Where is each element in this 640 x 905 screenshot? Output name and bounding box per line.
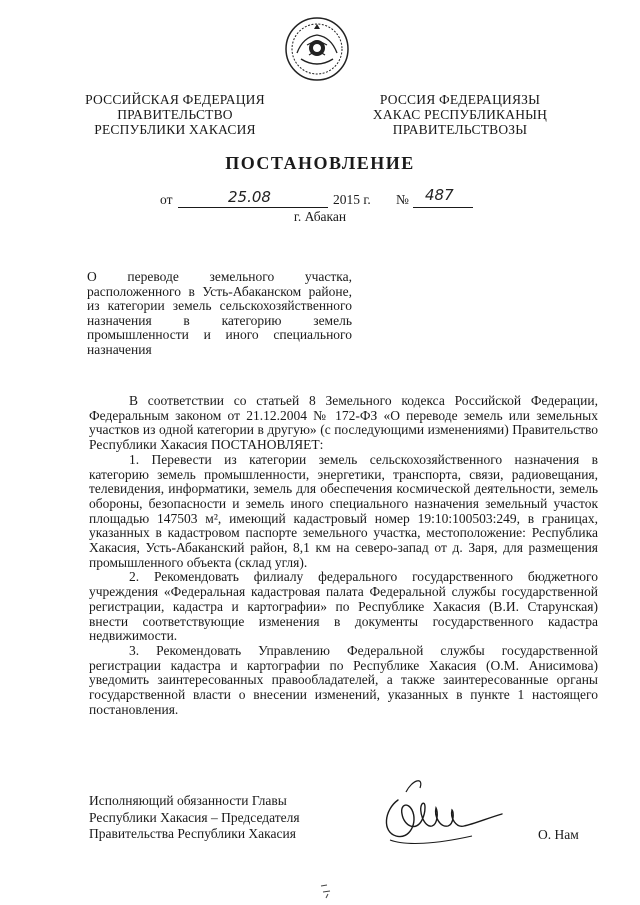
signatory-position-line: Правительства Республики Хакасия bbox=[89, 826, 296, 841]
signatory-position-line: Республики Хакасия – Председателя bbox=[89, 809, 300, 825]
signatory-position bbox=[89, 793, 300, 843]
header-left-line: ПРАВИТЕЛЬСТВО bbox=[117, 107, 233, 122]
date-handwritten: 25.08 bbox=[228, 188, 271, 206]
date-year: 2015 г. bbox=[333, 192, 371, 207]
subject-block: О переводе земельного участка, расположенного в Усть-Абаканском районе, из категории земель сельскохозяйственного назначения в категорию земель промышленности и иного специального назначения bbox=[87, 269, 352, 357]
signatory-name: О. Нам bbox=[538, 827, 579, 842]
clause-paragraph: 2. Рекомендовать филиалу федерального государственного бюджетного учреждения «Федеральная кадастровая палата Федеральной службы государственной регистрации, кадастра и картографии» по Республике Хакасия (В.И. Старунская) внести соответствующие изменения в документы государственного кадастра недвижимости. bbox=[89, 569, 598, 644]
preamble-paragraph: В соответствии со статьей 8 Земельного кодекса Российской Федерации, Федеральным законом от 21.12.2004 № 172-ФЗ «О переводе земель или земельных участков из одной категории в другую» (с последующими изменениями) Правительство Республики Хакасия ПОСТАНОВЛЯЕТ: bbox=[89, 393, 598, 453]
document-body bbox=[89, 394, 598, 717]
city: г. Абакан bbox=[293, 209, 347, 224]
number-label: № bbox=[396, 192, 409, 207]
header-left bbox=[80, 92, 270, 137]
signatory-position-line: Исполняющий обязанности Главы bbox=[89, 793, 287, 808]
header-right-line: ХАКАС РЕСПУБЛИКАНЫҢ bbox=[372, 107, 548, 122]
header-right-line: РОССИЯ ФЕДЕРАЦИЯЗЫ bbox=[379, 92, 541, 107]
clause-paragraph: 1. Перевести из категории земель сельскохозяйственного назначения в категорию земель промышленности, энергетики, транспорта, связи, радиовещания, телевидения, информатики, земель для обеспечения космической деятельности, земель обороны, безопасности и земель иного специального назначения земельный участок площадью 147503 м², имеющий кадастровый номер 19:10:100503:249, в границах, указанных в кадастровом паспорте земельного участка, местоположение: Республика Хакасия, Усть-Абаканский район, 8,1 км на северо-запад от д. Заря, для размещения промышленного объекта (склад угля). bbox=[89, 451, 598, 570]
date-from-label: от bbox=[160, 192, 173, 207]
header-left-line: РЕСПУБЛИКИ ХАКАСИЯ bbox=[94, 122, 256, 137]
header-right bbox=[360, 92, 560, 137]
header-left-line: РОССИЙСКАЯ ФЕДЕРАЦИЯ bbox=[85, 92, 265, 107]
header-right-line: ПРАВИТЕЛЬСТВОЗЫ bbox=[392, 122, 528, 137]
initials-mark bbox=[318, 880, 340, 900]
handwritten-signature bbox=[376, 770, 506, 855]
clause-paragraph: 3. Рекомендовать Управлению Федеральной службы государственной регистрации кадастра и картографии по Республике Хакасия (О.М. Анисимова) уведомить заинтересованных правообладателей, а также заинтересованные органы государственной власти о внесении изменений, указанных в пункте 1 настоящего постановления. bbox=[89, 642, 598, 717]
document-title: ПОСТАНОВЛЕНИЕ bbox=[225, 153, 415, 173]
coat-of-arms-emblem bbox=[283, 15, 351, 83]
number-handwritten: 487 bbox=[425, 186, 454, 204]
